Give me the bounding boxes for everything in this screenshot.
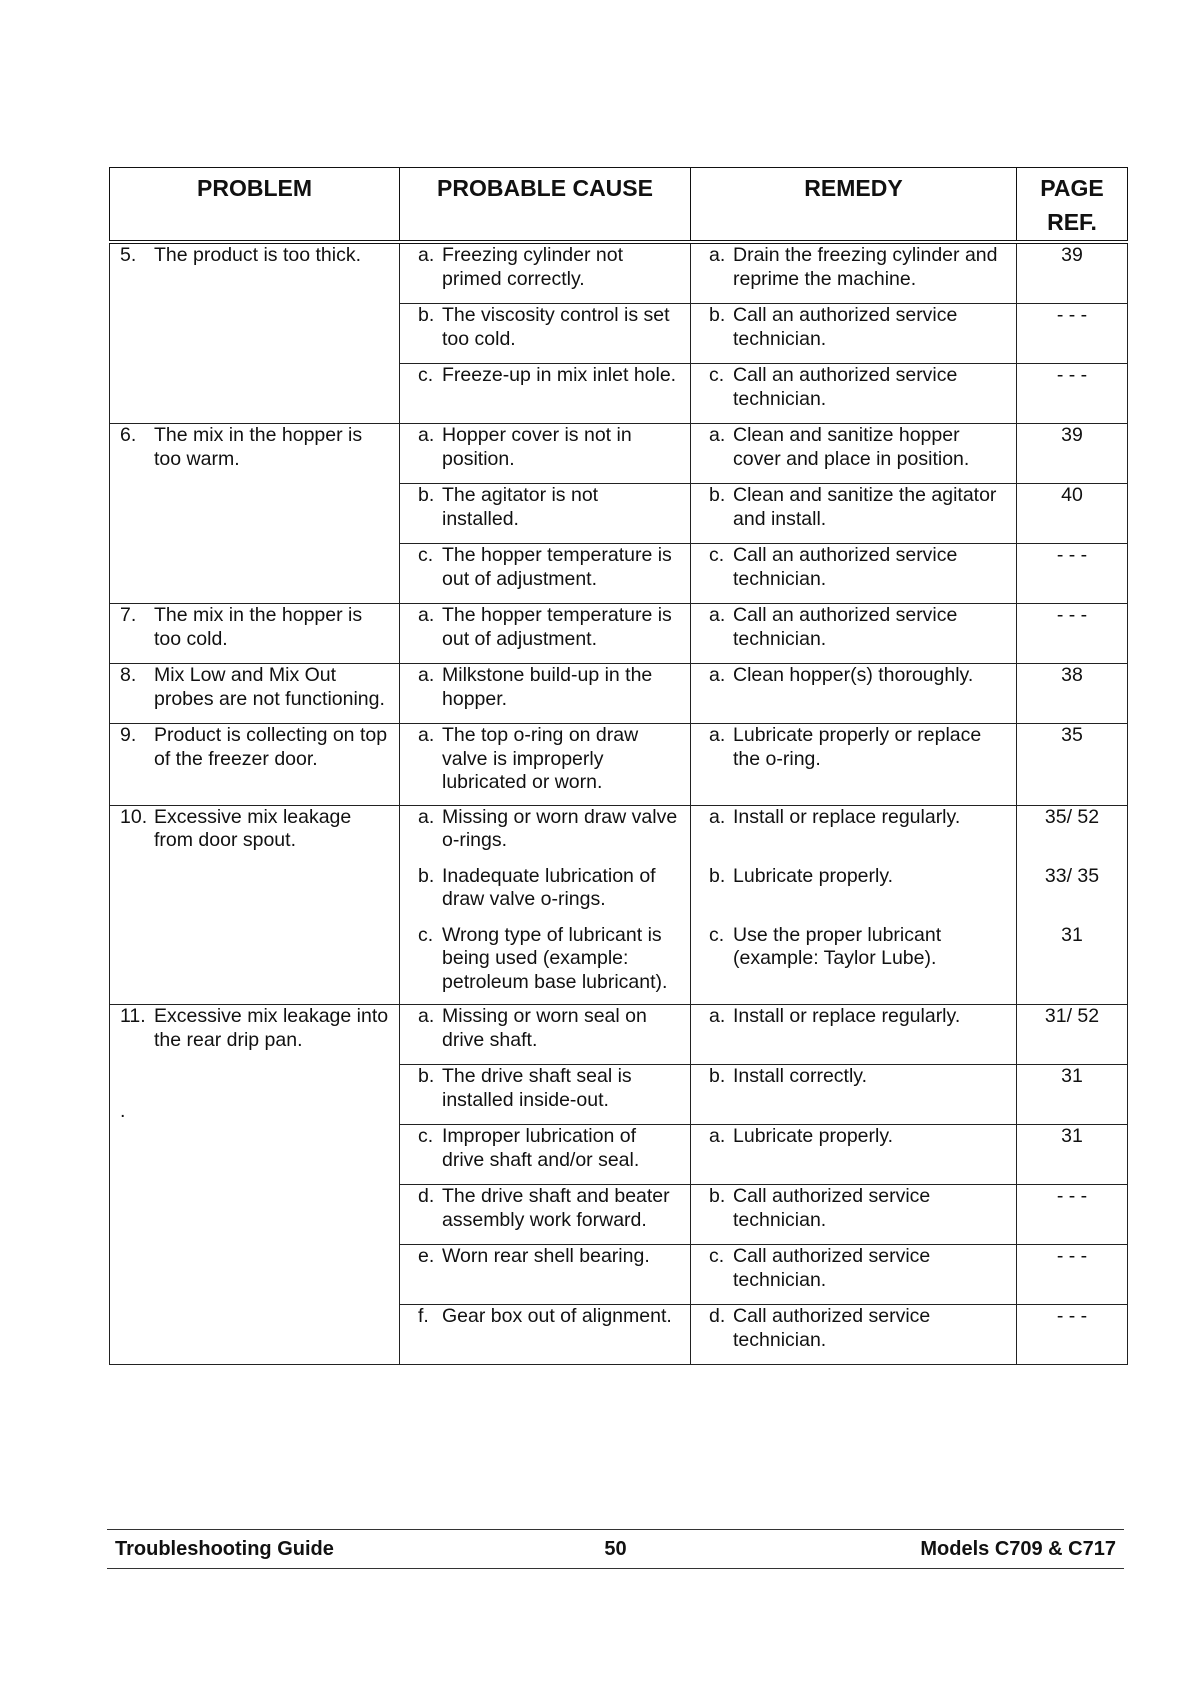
problem-number: 7. — [120, 604, 137, 626]
remedy-text: Call authorized service technician. — [733, 1185, 931, 1231]
page-ref-cell: - - - — [1017, 1305, 1128, 1365]
problem-cell — [110, 604, 400, 664]
remedy-cell — [691, 805, 1017, 865]
remedy-cell — [691, 724, 1017, 806]
cause-text: Hopper cover is not in position. — [442, 424, 632, 470]
cause-letter: b. — [418, 864, 435, 887]
table-row — [110, 1005, 1128, 1065]
problem-text: The mix in the hopper is too warm. — [154, 424, 363, 470]
page-ref-cell: 39 — [1017, 242, 1128, 304]
table-body — [110, 242, 1128, 1365]
cause-text: The top o-ring on draw valve is improperly lubricated or worn. — [442, 724, 639, 793]
remedy-text: Lubricate properly. — [733, 1125, 894, 1147]
page-ref-cell: 35/ 52 — [1017, 805, 1128, 865]
remedy-text: Call an authorized service technician. — [733, 304, 958, 350]
problem-cell — [110, 724, 400, 806]
remedy-cell — [691, 1305, 1017, 1365]
cause-letter: a. — [418, 604, 435, 626]
page-ref-cell: 35 — [1017, 724, 1128, 806]
cause-text: Wrong type of lubricant is being used (example: petroleum base lubricant). — [442, 923, 668, 993]
cause-cell — [400, 1185, 691, 1245]
cause-cell — [400, 484, 691, 544]
cause-text: The viscosity control is set too cold. — [442, 304, 670, 350]
remedy-text: Clean hopper(s) thoroughly. — [733, 664, 974, 686]
remedy-cell — [691, 544, 1017, 604]
remedy-cell — [691, 484, 1017, 544]
cause-text: The hopper temperature is out of adjustment. — [442, 544, 672, 590]
remedy-text: Install correctly. — [733, 1065, 868, 1087]
cause-letter: a. — [418, 664, 435, 686]
page-ref-cell: 39 — [1017, 424, 1128, 484]
remedy-letter: b. — [709, 484, 726, 506]
remedy-letter: a. — [709, 604, 726, 626]
remedy-cell — [691, 364, 1017, 424]
cause-letter: b. — [418, 1065, 435, 1087]
remedy-letter: a. — [709, 424, 726, 446]
cause-text: Freezing cylinder not primed correctly. — [442, 244, 624, 290]
cause-letter: b. — [418, 304, 435, 326]
cause-cell — [400, 1065, 691, 1125]
remedy-cell — [691, 304, 1017, 364]
remedy-cell — [691, 1005, 1017, 1065]
cause-letter: a. — [418, 724, 435, 746]
problem-number: 6. — [120, 424, 137, 446]
cause-cell — [400, 1245, 691, 1305]
cause-cell — [400, 1305, 691, 1365]
remedy-letter: a. — [709, 664, 726, 686]
page-ref-cell: - - - — [1017, 364, 1128, 424]
remedy-cell — [691, 664, 1017, 724]
stray-mark: . — [120, 1100, 126, 1122]
page-ref-cell: 40 — [1017, 484, 1128, 544]
remedy-text: Drain the freezing cylinder and reprime the machine. — [733, 244, 998, 290]
remedy-letter: a. — [709, 1125, 726, 1147]
cause-letter: c. — [418, 923, 434, 946]
cause-cell — [400, 1125, 691, 1185]
remedy-cell — [691, 242, 1017, 304]
problem-cell — [110, 805, 400, 1005]
remedy-letter: d. — [709, 1305, 726, 1327]
header-problem: PROBLEM — [110, 168, 400, 243]
page-footer — [107, 1529, 1124, 1569]
cause-cell — [400, 924, 691, 1005]
header-page-ref: PAGE REF. — [1017, 168, 1128, 243]
page-ref-cell: 31 — [1017, 924, 1128, 1005]
header-probable-cause: PROBABLE CAUSE — [400, 168, 691, 243]
remedy-text: Lubricate properly. — [733, 864, 894, 887]
remedy-letter: a. — [709, 244, 726, 266]
cause-cell — [400, 865, 691, 924]
remedy-letter: b. — [709, 1065, 726, 1087]
problem-number: 10. — [120, 805, 148, 828]
remedy-text: Call an authorized service technician. — [733, 364, 958, 410]
cause-cell — [400, 724, 691, 806]
remedy-text: Call authorized service technician. — [733, 1245, 931, 1291]
remedy-letter: c. — [709, 1245, 725, 1267]
remedy-cell — [691, 1065, 1017, 1125]
problem-cell — [110, 1005, 400, 1365]
cause-text: The drive shaft and beater assembly work forward. — [442, 1185, 670, 1231]
page-ref-cell: - - - — [1017, 604, 1128, 664]
remedy-cell — [691, 924, 1017, 1005]
remedy-text: Call an authorized service technician. — [733, 604, 958, 650]
cause-text: Worn rear shell bearing. — [442, 1245, 650, 1267]
page-ref-cell: - - - — [1017, 1185, 1128, 1245]
remedy-letter: c. — [709, 544, 725, 566]
table-row — [110, 805, 1128, 865]
table-row — [110, 424, 1128, 484]
cause-text: Improper lubrication of drive shaft and/or seal. — [442, 1125, 640, 1171]
cause-text: The hopper temperature is out of adjustment. — [442, 604, 672, 650]
remedy-cell — [691, 865, 1017, 924]
header-remedy: REMEDY — [691, 168, 1017, 243]
cause-cell — [400, 424, 691, 484]
remedy-letter: c. — [709, 923, 725, 946]
cause-letter: a. — [418, 424, 435, 446]
problem-number: 5. — [120, 244, 137, 266]
troubleshooting-table — [109, 167, 1128, 1365]
cause-letter: d. — [418, 1185, 435, 1207]
table-row — [110, 724, 1128, 806]
cause-text: Missing or worn seal on drive shaft. — [442, 1005, 647, 1051]
remedy-cell — [691, 1185, 1017, 1245]
cause-letter: c. — [418, 544, 434, 566]
problem-cell — [110, 242, 400, 424]
cause-cell — [400, 805, 691, 865]
problem-number: 8. — [120, 664, 137, 686]
cause-text: Milkstone build-up in the hopper. — [442, 664, 653, 710]
cause-cell — [400, 242, 691, 304]
remedy-letter: a. — [709, 805, 726, 828]
remedy-letter: b. — [709, 864, 726, 887]
cause-text: The drive shaft seal is installed inside-out. — [442, 1065, 632, 1111]
cause-letter: b. — [418, 484, 435, 506]
cause-cell — [400, 1005, 691, 1065]
remedy-text: Clean and sanitize hopper cover and place in position. — [733, 424, 970, 470]
cause-cell — [400, 544, 691, 604]
page-ref-cell: - - - — [1017, 304, 1128, 364]
cause-text: Gear box out of alignment. — [442, 1305, 672, 1327]
cause-letter: c. — [418, 1125, 434, 1147]
remedy-cell — [691, 604, 1017, 664]
footer-models: Models C709 & C717 — [920, 1538, 1116, 1560]
problem-text: The mix in the hopper is too cold. — [154, 604, 363, 650]
problem-cell — [110, 664, 400, 724]
cause-cell — [400, 604, 691, 664]
remedy-cell — [691, 1245, 1017, 1305]
remedy-text: Use the proper lubricant (example: Taylor Lube). — [733, 923, 942, 969]
cause-letter: e. — [418, 1245, 435, 1267]
table-row — [110, 242, 1128, 304]
cause-cell — [400, 304, 691, 364]
cause-letter: a. — [418, 244, 435, 266]
cause-text: Inadequate lubrication of draw valve o-rings. — [442, 864, 656, 910]
cause-text: Freeze-up in mix inlet hole. — [442, 364, 677, 386]
footer-title: Troubleshooting Guide — [115, 1538, 334, 1560]
table-header-row — [110, 168, 1128, 243]
remedy-text: Call an authorized service technician. — [733, 544, 958, 590]
cause-letter: a. — [418, 805, 435, 828]
remedy-cell — [691, 1125, 1017, 1185]
page-ref-cell: 33/ 35 — [1017, 865, 1128, 924]
table-row — [110, 604, 1128, 664]
page-ref-cell: 31 — [1017, 1065, 1128, 1125]
remedy-text: Call authorized service technician. — [733, 1305, 931, 1351]
page-number: 50 — [604, 1538, 627, 1560]
page-ref-cell: 31 — [1017, 1125, 1128, 1185]
cause-letter: f. — [418, 1305, 429, 1327]
problem-text: Excessive mix leakage into the rear drip pan. — [154, 1005, 389, 1051]
page-ref-cell: - - - — [1017, 1245, 1128, 1305]
cause-letter: c. — [418, 364, 434, 386]
page-ref-cell: 31/ 52 — [1017, 1005, 1128, 1065]
table-row — [110, 664, 1128, 724]
remedy-text: Install or replace regularly. — [733, 805, 961, 828]
cause-text: The agitator is not installed. — [442, 484, 599, 530]
problem-text: Mix Low and Mix Out probes are not functioning. — [154, 664, 385, 710]
remedy-text: Lubricate properly or replace the o-ring. — [733, 724, 982, 770]
remedy-cell — [691, 424, 1017, 484]
cause-cell — [400, 664, 691, 724]
problem-text: Product is collecting on top of the freezer door. — [154, 724, 388, 770]
remedy-text: Clean and sanitize the agitator and install. — [733, 484, 997, 530]
remedy-letter: c. — [709, 364, 725, 386]
problem-number: 9. — [120, 724, 137, 746]
page-ref-cell: 38 — [1017, 664, 1128, 724]
cause-text: Missing or worn draw valve o-rings. — [442, 805, 678, 851]
cause-cell — [400, 364, 691, 424]
problem-text: The product is too thick. — [154, 244, 362, 266]
remedy-letter: b. — [709, 1185, 726, 1207]
problem-cell — [110, 424, 400, 604]
cause-letter: a. — [418, 1005, 435, 1027]
remedy-letter: a. — [709, 724, 726, 746]
remedy-letter: b. — [709, 304, 726, 326]
problem-number: 11. — [120, 1005, 146, 1027]
page-ref-cell: - - - — [1017, 544, 1128, 604]
remedy-letter: a. — [709, 1005, 726, 1027]
remedy-text: Install or replace regularly. — [733, 1005, 961, 1027]
problem-text: Excessive mix leakage from door spout. — [154, 805, 352, 851]
